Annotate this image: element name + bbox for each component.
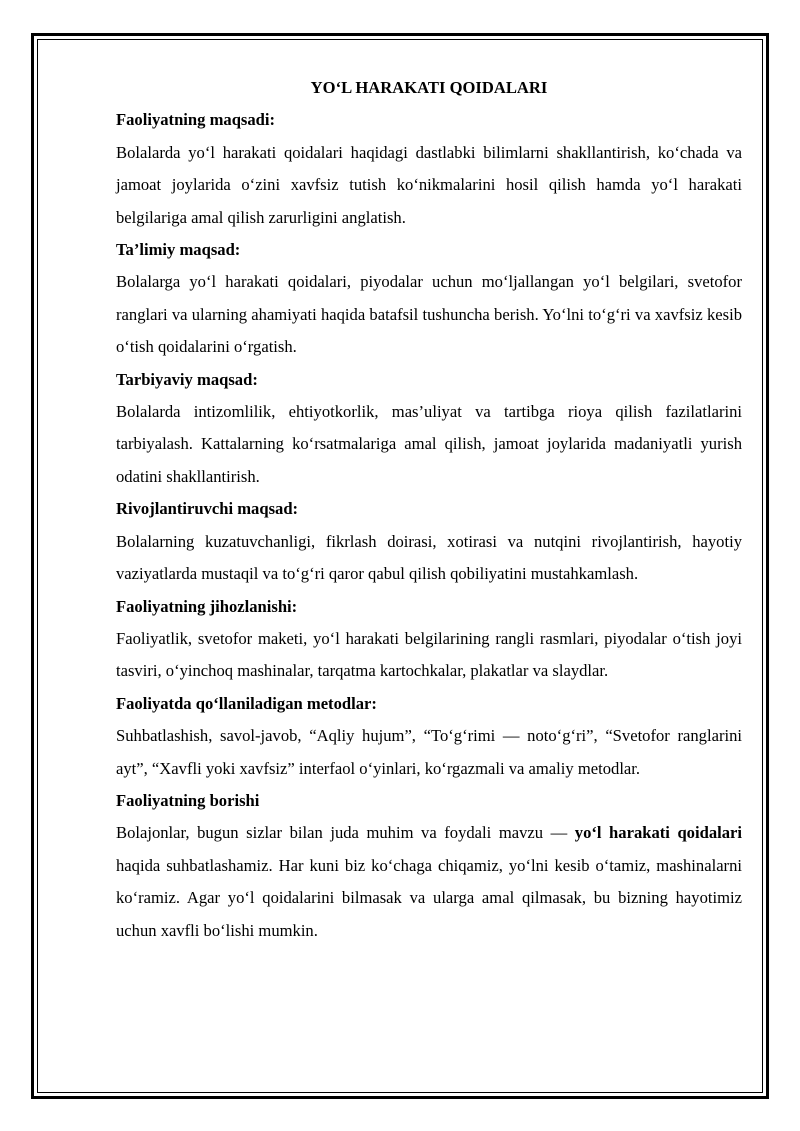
procedure-text-end: haqida suhbatlashamiz. Har kuni biz ko‘chaga chiqamiz, yo‘lni kesib o‘tamiz, mashinalarni ko‘ramiz. Agar yo‘l qoidalarini bilmasak va ularga amal qilmasak, bu bizning hayotimiz uchun xavfli bo‘lishi mumkin. (116, 855, 742, 940)
document-title: YO‘L HARAKATI QOIDALARI (310, 78, 548, 97)
section-text-methods: Suhbatlashish, savol-javob, “Aqliy hujum”, “To‘g‘rimi — noto‘g‘ri”, “Svetofor ranglarini ayt”, “Xavfli yoki xavfsiz” interfaol o‘yinlari, ko‘rgazmali va amaliy metodlar. (116, 726, 742, 778)
section-heading-procedure: Faoliyatning borishi (116, 790, 260, 810)
section-text-upbringing: Bolalarda intizomlilik, ehtiyotkorlik, mas’uliyat va tartibga rioya qilish fazilatlarini tarbiyalash. Kattalarning ko‘rsatmalariga amal qilish, jamoat joylarida madaniyatli yurish odatini shakllantirish. (116, 402, 742, 486)
procedure-text-bold: yo‘l harakati qoidalari (574, 823, 742, 843)
section-heading-developmental: Rivojlantiruvchi maqsad: (116, 499, 299, 519)
section-text-goal: Bolalarda yo‘l harakati qoidalari haqidagi dastlabki bilimlarni shakllantirish, ko‘chada va jamoat joylarida o‘zini xavfsiz tutish ko‘nikmalarini hosil qilish hamda yo‘l harakati belgilariga amal qilish zarurligini anglatish. (116, 142, 742, 227)
section-heading-upbringing: Tarbiyaviy maqsad: (116, 369, 258, 389)
procedure-text-start: Bolajonlar, bugun sizlar bilan juda muhim va foydali mavzu — (116, 823, 575, 843)
section-text-educational: Bolalarga yo‘l harakati qoidalari, piyodalar uchun mo‘ljallangan yo‘l belgilari, svetofor ranglari va ularning ahamiyati haqida batafsil tushuncha berish. Yo‘lni to‘g‘ri va xavfsiz kesib o‘tish qoidalarini o‘rgatish. (116, 272, 742, 357)
document-body (116, 72, 742, 947)
section-heading-educational: Ta’limiy maqsad: (116, 240, 241, 260)
section-text-procedure (116, 817, 742, 947)
section-heading-methods: Faoliyatda qo‘llaniladigan metodlar: (116, 693, 377, 713)
section-text-developmental: Bolalarning kuzatuvchanligi, fikrlash doirasi, xotirasi va nutqini rivojlantirish, hayotiy vaziyatlarda mustaqil va to‘g‘ri qaror qabul qilish qobiliyatini mustahkamlash. (116, 531, 742, 584)
section-heading-goal: Faoliyatning maqsadi: (116, 110, 276, 130)
section-heading-equipment: Faoliyatning jihozlanishi: (116, 596, 298, 616)
section-text-equipment: Faoliyatlik, svetofor maketi, yo‘l harakati belgilarining rangli rasmlari, piyodalar o‘tish joyi tasviri, o‘yinchoq mashinalar, tarqatma kartochkalar, plakatlar va slaydlar. (116, 628, 742, 681)
